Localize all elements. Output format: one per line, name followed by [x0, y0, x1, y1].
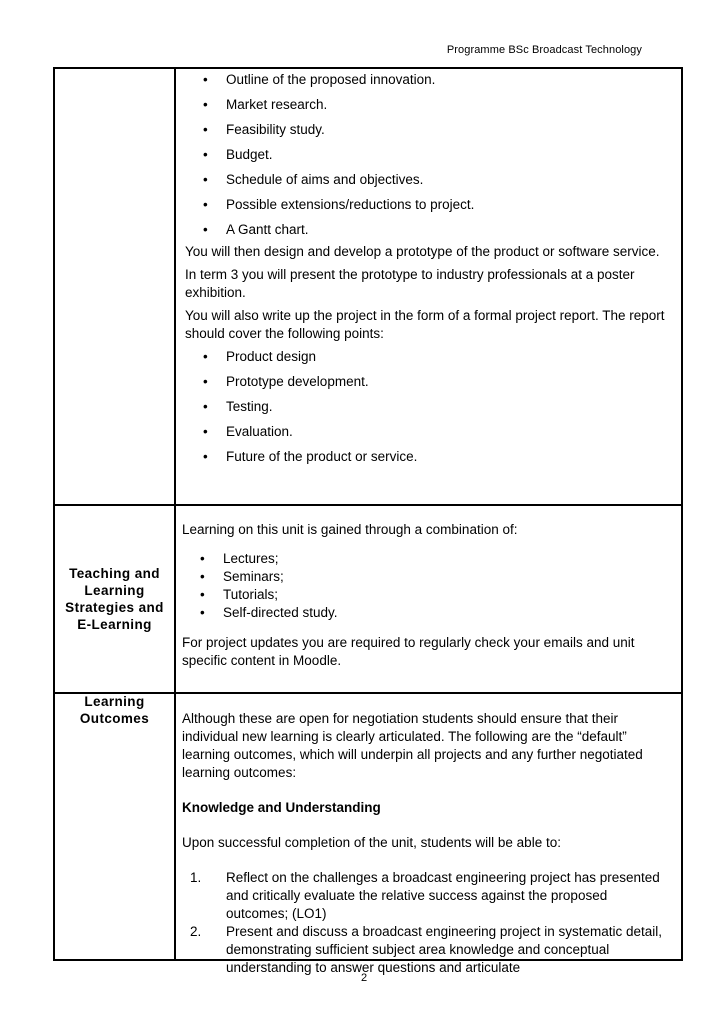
list-item: • Tutorials; [200, 587, 279, 602]
page-number: 2 [360, 972, 368, 984]
bullet-icon: • [203, 424, 208, 439]
list-item: • Self-directed study. [200, 605, 338, 620]
list-item: • Schedule of aims and objectives. [203, 172, 424, 187]
list-item: • A Gantt chart. [203, 222, 309, 237]
header-programme: Programme BSc Broadcast Technology [446, 44, 642, 56]
content-table [53, 67, 683, 975]
bullet-icon: • [200, 605, 205, 620]
list-item: • Prototype development. [203, 374, 369, 389]
teaching-intro: Learning on this unit is gained through a combination of: [182, 522, 518, 537]
bullet-icon: • [200, 551, 205, 566]
outcomes-upon: Upon successful completion of the unit, students will be able to: [182, 835, 561, 850]
numbered-outcomes [182, 869, 673, 977]
bullet-icon: • [203, 97, 208, 112]
bullet-icon: • [203, 449, 208, 464]
bullet-icon: • [203, 349, 208, 364]
list-item: • Lectures; [200, 551, 279, 566]
row-label-outcomes: Learning Outcomes [79, 694, 150, 726]
list-item: • Seminars; [200, 569, 284, 584]
list-item: • Feasibility study. [203, 122, 325, 137]
paragraph-term3: In term 3 you will present the prototype to industry professionals at a poster exhibition. [185, 267, 635, 300]
bullet-icon: • [203, 399, 208, 414]
bullet-icon: • [203, 222, 208, 237]
bullet-list-report [185, 348, 673, 473]
bullet-icon: • [203, 122, 208, 137]
bullet-icon: • [203, 197, 208, 212]
list-item: 1. Reflect on the challenges a broadcast engineering project has presented and critically evaluate the relative success against the proposed outcomes; (LO1) [190, 870, 660, 921]
outcomes-intro: Although these are open for negotiation students should ensure that their individual new learning is clearly articulated. The following are the “default” learning outcomes, which will underpin all projects and any further negotiated learning outcomes: [182, 711, 643, 780]
list-item: • Testing. [203, 399, 273, 414]
section-continuation [185, 69, 673, 473]
list-item: • Outline of the proposed innovation. [203, 72, 436, 87]
section-outcomes [182, 710, 673, 977]
list-item: • Evaluation. [203, 424, 293, 439]
list-item: • Possible extensions/reductions to project. [203, 197, 475, 212]
bullet-icon: • [203, 147, 208, 162]
list-item: • Market research. [203, 97, 328, 112]
list-item: • Budget. [203, 147, 273, 162]
bullet-icon: • [203, 172, 208, 187]
list-item: • Product design [203, 349, 317, 364]
paragraph-design: You will then design and develop a prototype of the product or software service. [185, 244, 660, 259]
teaching-moodle: For project updates you are required to regularly check your emails and unit specific content in Moodle. [182, 635, 635, 668]
list-item: • Future of the product or service. [203, 449, 418, 464]
bullet-icon: • [200, 587, 205, 602]
section-teaching [182, 521, 673, 670]
paragraph-report: You will also write up the project in the form of a formal project report. The report should cover the following points: [185, 308, 665, 341]
bullet-list-methods [182, 550, 673, 622]
bullet-list-proposal [185, 71, 673, 243]
bullet-icon: • [203, 374, 208, 389]
bullet-icon: • [200, 569, 205, 584]
row-divider [55, 504, 681, 506]
bullet-icon: • [203, 72, 208, 87]
column-divider [174, 69, 176, 959]
list-item: 2. Present and discuss a broadcast engineering project in systematic detail, demonstrating sufficient subject area knowledge and conceptual understanding to answer questions and articulate [190, 924, 662, 975]
row-label-teaching: Teaching and Learning Strategies and E-Learning [65, 566, 164, 632]
outcomes-heading: Knowledge and Understanding [182, 800, 381, 815]
